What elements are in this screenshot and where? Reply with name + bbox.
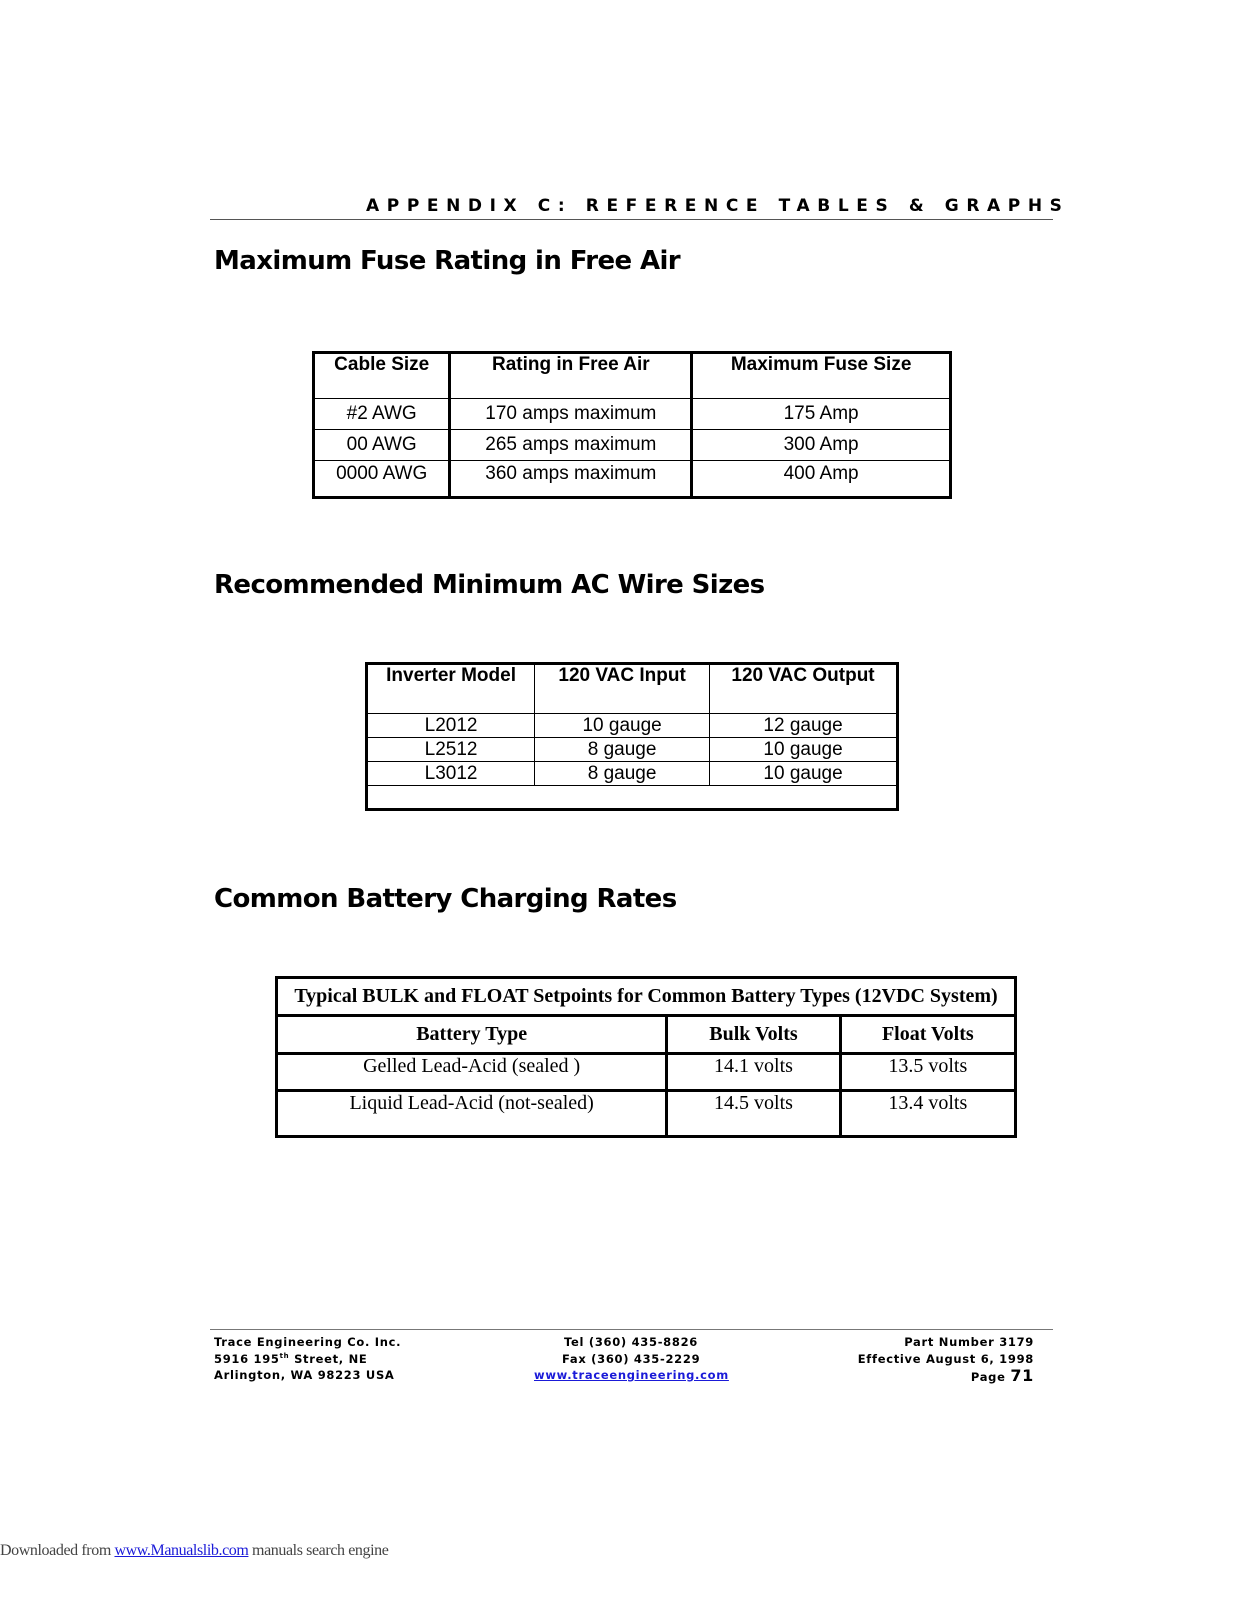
wire-cell: 10 gauge [710, 738, 898, 762]
manualslib-link[interactable]: www.Manualslib.com [114, 1542, 249, 1559]
wire-col-output: 120 VAC Output [710, 664, 898, 714]
page-number: 71 [1010, 1366, 1034, 1385]
wire-cell: L2012 [367, 714, 535, 738]
appendix-header: APPENDIX C: REFERENCE TABLES & GRAPHS [366, 196, 1070, 216]
wire-section-title: Recommended Minimum AC Wire Sizes [214, 570, 765, 600]
battery-header-row [277, 1016, 1016, 1054]
wire-col-input: 120 VAC Input [535, 664, 710, 714]
wire-cell: 10 gauge [710, 762, 898, 786]
fuse-cell: #2 AWG [314, 399, 450, 430]
fuse-col-cable-size: Cable Size [314, 353, 450, 399]
empty-row [367, 786, 898, 810]
wire-cell: 8 gauge [535, 762, 710, 786]
fuse-cell: 360 amps maximum [450, 461, 692, 498]
battery-cell: Liquid Lead-Acid (not-sealed) [277, 1091, 667, 1137]
battery-cell: Gelled Lead-Acid (sealed ) [277, 1054, 667, 1091]
battery-col-float: Float Volts [840, 1016, 1015, 1054]
battery-cell: 13.5 volts [840, 1054, 1015, 1091]
battery-cell: 14.1 volts [667, 1054, 840, 1091]
wire-cell: L2512 [367, 738, 535, 762]
download-line [0, 1542, 388, 1560]
battery-section-title: Common Battery Charging Rates [214, 884, 677, 914]
wire-cell: 12 gauge [710, 714, 898, 738]
wire-header-row [367, 664, 898, 714]
fuse-cell: 300 Amp [692, 430, 951, 461]
fuse-table [312, 351, 952, 499]
table-row [277, 1091, 1016, 1137]
footer-street-sup: th [279, 1352, 290, 1361]
footer-street-number: 5916 195 [214, 1352, 280, 1366]
fuse-cell: 400 Amp [692, 461, 951, 498]
footer-part-number: Part Number 3179 [904, 1335, 1034, 1349]
battery-table-caption: Typical BULK and FLOAT Setpoints for Common Battery Types (12VDC System) [277, 978, 1016, 1016]
header-rule [210, 219, 1053, 220]
wire-col-model: Inverter Model [367, 664, 535, 714]
battery-col-type: Battery Type [277, 1016, 667, 1054]
fuse-cell: 265 amps maximum [450, 430, 692, 461]
battery-cell: 14.5 volts [667, 1091, 840, 1137]
download-prefix: Downloaded from [0, 1542, 115, 1559]
wire-cell: 8 gauge [535, 738, 710, 762]
footer-rule [210, 1329, 1053, 1330]
table-row [277, 1054, 1016, 1091]
footer-company: Trace Engineering Co. Inc. [214, 1335, 402, 1349]
fuse-cell: 0000 AWG [314, 461, 450, 498]
fuse-section-title: Maximum Fuse Rating in Free Air [214, 246, 681, 276]
table-row [314, 461, 951, 498]
battery-table [275, 976, 1017, 1138]
footer-fax: Fax (360) 435-2229 [562, 1352, 701, 1366]
table-row [367, 714, 898, 738]
battery-caption-row [277, 978, 1016, 1016]
footer-city: Arlington, WA 98223 USA [214, 1368, 395, 1382]
table-row [367, 738, 898, 762]
download-suffix: manuals search engine [248, 1542, 389, 1559]
battery-col-bulk: Bulk Volts [667, 1016, 840, 1054]
fuse-col-max-fuse: Maximum Fuse Size [692, 353, 951, 399]
footer-web-link[interactable]: www.traceengineering.com [534, 1368, 729, 1382]
fuse-header-row [314, 353, 951, 399]
fuse-cell: 175 Amp [692, 399, 951, 430]
footer-tel: Tel (360) 435-8826 [564, 1335, 698, 1349]
table-row [314, 399, 951, 430]
wire-cell: L3012 [367, 762, 535, 786]
table-row [314, 430, 951, 461]
footer-street [214, 1352, 367, 1366]
battery-cell: 13.4 volts [840, 1091, 1015, 1137]
fuse-col-rating: Rating in Free Air [450, 353, 692, 399]
footer-page [971, 1366, 1034, 1385]
wire-table [365, 662, 899, 811]
fuse-cell: 170 amps maximum [450, 399, 692, 430]
footer-page-label: Page [970, 1370, 1006, 1384]
wire-cell: 10 gauge [535, 714, 710, 738]
empty-cell [367, 786, 898, 810]
table-row [367, 762, 898, 786]
fuse-cell: 00 AWG [314, 430, 450, 461]
footer-effective-date: Effective August 6, 1998 [857, 1352, 1034, 1366]
footer-street-name: Street, NE [289, 1352, 368, 1366]
